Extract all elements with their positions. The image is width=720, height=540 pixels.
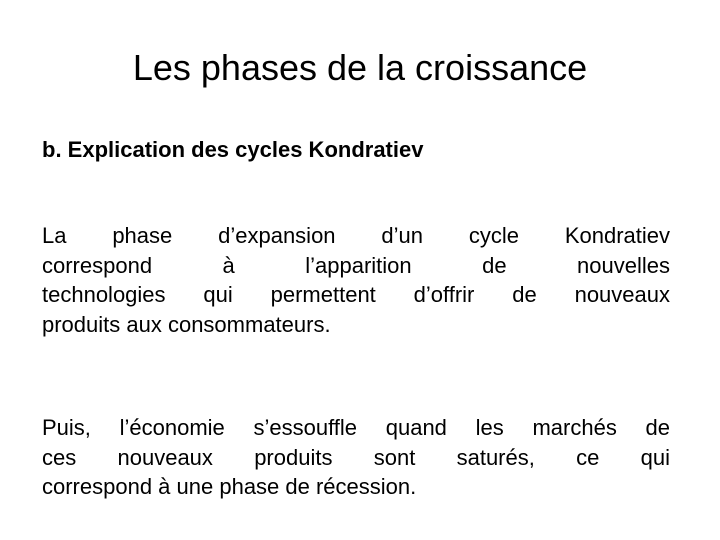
paragraph-line: La phase d’expansion d’un cycle Kondratiev [42,223,670,248]
paragraph-line: ces nouveaux produits sont saturés, ce qui [42,444,670,470]
paragraph-line: correspond à une phase de récession. [42,474,417,499]
slide-title: Les phases de la croissance [132,47,588,88]
paragraph-expansion [42,221,670,339]
section-subtitle: b. Explication des cycles Kondratiev [42,137,424,162]
paragraph-line: technologies qui permettent d’offrir de nouveaux [42,282,670,307]
paragraph-line: correspond à l’apparition de nouvelles [42,252,670,278]
paragraph-line: produits aux consommateurs. [42,311,331,337]
paragraph-recession [42,413,670,502]
paragraph-line: Puis, l’économie s’essouffle quand les marchés de [42,415,670,440]
